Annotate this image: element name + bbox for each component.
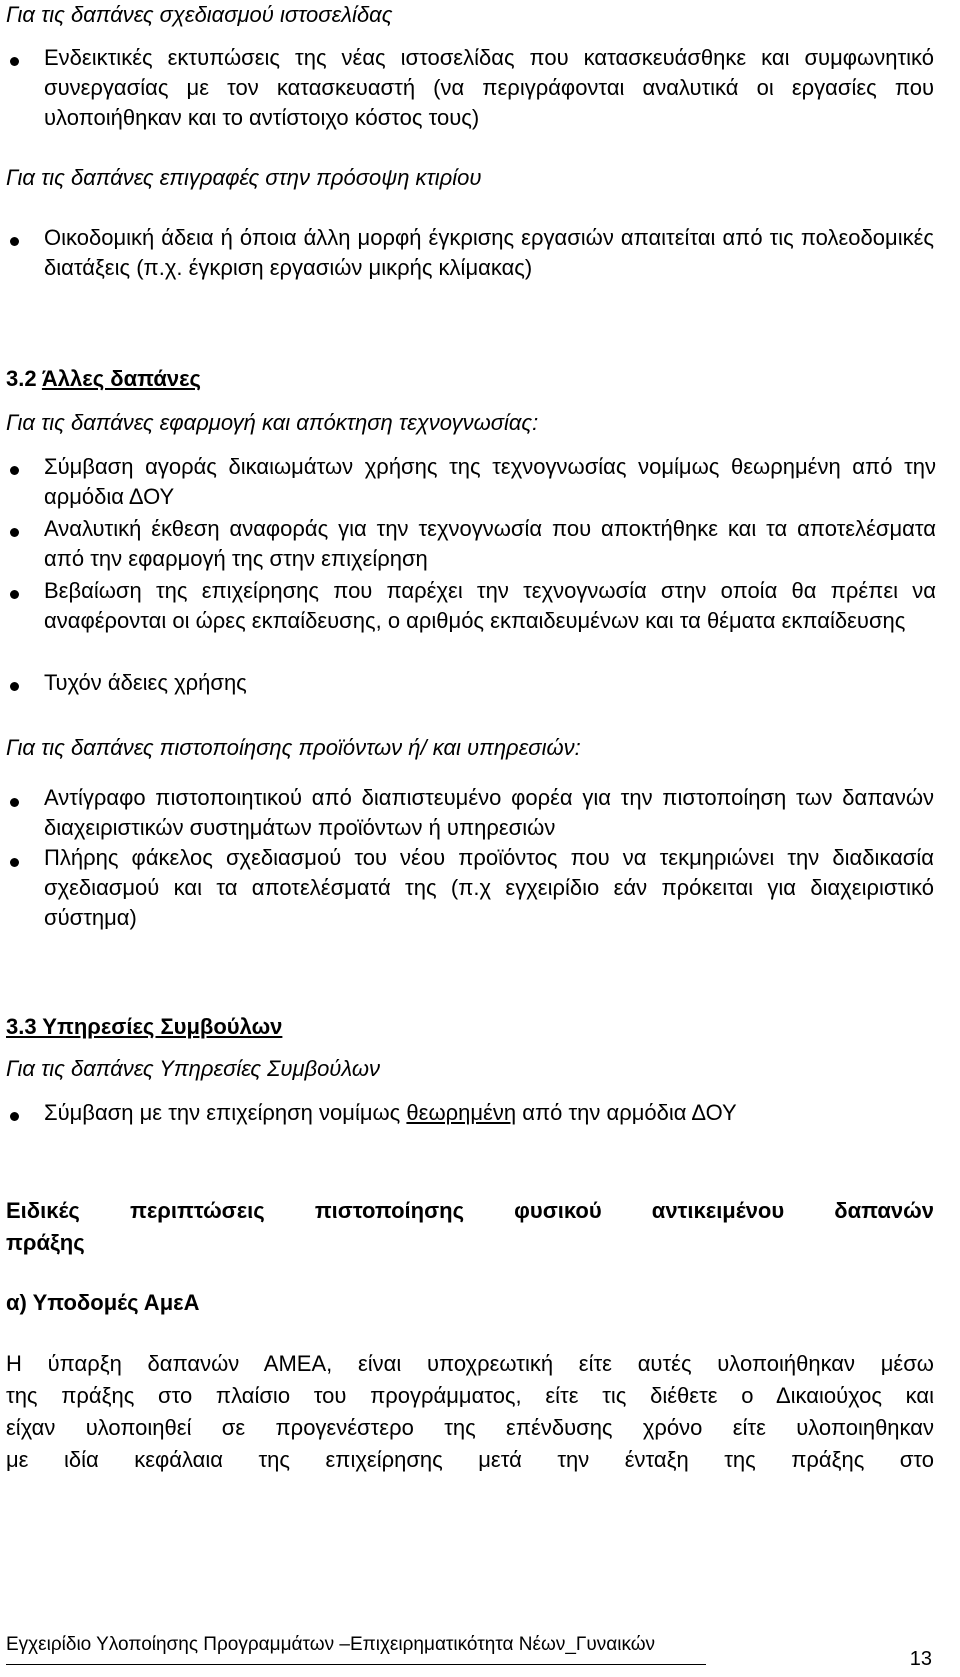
bullet-consultants-underlined: θεωρημένη: [406, 1100, 517, 1125]
special-subheading: α) Υποδομές ΑμεΑ: [6, 1290, 200, 1315]
bullet-certification-2: Πλήρης φάκελος σχεδιασμού του νέου προϊόντος που να τεκμηριώνει την διαδικασία σχεδιασμού και τα αποτελέσματά της (π.χ εγχειρίδιο εάν πρόκειται για διαχειριστικό σύστημα): [44, 845, 934, 930]
page-number: 13: [909, 1648, 932, 1670]
bullet-know-how-4: Τυχόν άδειες χρήσης: [44, 670, 247, 695]
bullet-dot: [10, 57, 19, 66]
bullet-consultants-pre: Σύμβαση με την επιχείρηση νομίμως: [44, 1100, 407, 1125]
section-title-3-3: 3.3 Υπηρεσίες Συμβούλων: [6, 1014, 283, 1039]
bullet-know-how-3: Βεβαίωση της επιχείρησης που παρέχει την τεχνογνωσία στην οποία θα πρέπει να αναφέρονται οι ώρες εκπαίδευσης, ο αριθμός εκπαιδευμένων και τα θέματα εκπαίδευσης: [44, 578, 936, 633]
bullet-dot: [10, 858, 19, 867]
bullet-know-how-1: Σύμβαση αγοράς δικαιωμάτων χρήσης της τεχνογνωσίας νομίμως θεωρημένη από την αρμόδια ΔΟΥ: [44, 454, 936, 509]
bullet-certification-1: Αντίγραφο πιστοποιητικού από διαπιστευμένο φορέα για την πιστοποίηση των δαπανών διαχειριστικών συστημάτων προϊόντων ή υπηρεσιών: [44, 785, 934, 840]
subheading-consultants: Για τις δαπάνες Υπηρεσίες Συμβούλων: [6, 1056, 381, 1081]
section-title-text: Άλλες δαπάνες: [41, 366, 201, 391]
bullet-dot: [10, 237, 19, 246]
bullet-signage: Οικοδομική άδεια ή όποια άλλη μορφή έγκρισης εργασιών απαιτείται από τις πολεοδομικές διατάξεις (π.χ. έγκριση εργασιών μικρής κλίμακας): [44, 225, 934, 280]
paragraph-line-3: είχαν υλοποιηθεί σε προγενέστερο της επένδυσης χρόνο είτε υλοποιηθηκαν: [6, 1415, 934, 1440]
bullet-website: Ενδεικτικές εκτυπώσεις της νέας ιστοσελίδας που κατασκευάσθηκε και συμφωνητικό συνεργασίας με τον κατασκευαστή (να περιγράφονται αναλυτικά οι εργασίες που υλοποιήθηκαν και το αντίστοιχο κόστος τους): [44, 45, 934, 130]
subheading-know-how: Για τις δαπάνες εφαρμογή και απόκτηση τεχνογνωσίας:: [6, 410, 539, 435]
special-heading-line-1: Ειδικές περιπτώσεις πιστοποίησης φυσικού αντικειμένου δαπανών: [6, 1198, 934, 1223]
subheading-certification: Για τις δαπάνες πιστοποίησης προϊόντων ή/ και υπηρεσιών:: [6, 735, 581, 760]
bullet-dot: [10, 590, 19, 599]
paragraph-line-4: με ιδία κεφάλαια της επιχείρησης μετά την ένταξη της πράξης στο: [6, 1447, 934, 1472]
section-heading-signage: Για τις δαπάνες επιγραφές στην πρόσοψη κτιρίου: [6, 165, 482, 190]
bullet-know-how-2: Αναλυτική έκθεση αναφοράς για την τεχνογνωσία που αποκτήθηκε και τα αποτελέσματα από την εφαρμογή της στην επιχείρηση: [44, 516, 936, 571]
section-title-3-2: [6, 366, 201, 392]
section-number: 3.2: [6, 366, 37, 391]
bullet-dot: [10, 1112, 19, 1121]
section-heading-website: Για τις δαπάνες σχεδιασμού ιστοσελίδας: [6, 2, 393, 27]
bullet-dot: [10, 798, 19, 807]
bullet-dot: [10, 466, 19, 475]
paragraph-line-1: Η ύπαρξη δαπανών ΑΜΕΑ, είναι υποχρεωτική είτε αυτές υλοποιήθηκαν μέσω: [6, 1351, 934, 1376]
bullet-dot: [10, 528, 19, 537]
paragraph-line-2: της πράξης στο πλαίσιο του προγράμματος, είτε τις διέθετε ο Δικαιούχος και: [6, 1383, 934, 1408]
footer-text: Εγχειρίδιο Υλοποίησης Προγραμμάτων –Επιχειρηματικότητα Νέων_Γυναικών: [6, 1634, 656, 1655]
special-heading-line-2: πράξης: [6, 1230, 85, 1255]
bullet-consultants: [44, 1098, 934, 1128]
bullet-dot: [10, 682, 19, 691]
bullet-consultants-post: από την αρμόδια ΔΟΥ: [516, 1100, 737, 1125]
footer-rule: [6, 1664, 706, 1665]
